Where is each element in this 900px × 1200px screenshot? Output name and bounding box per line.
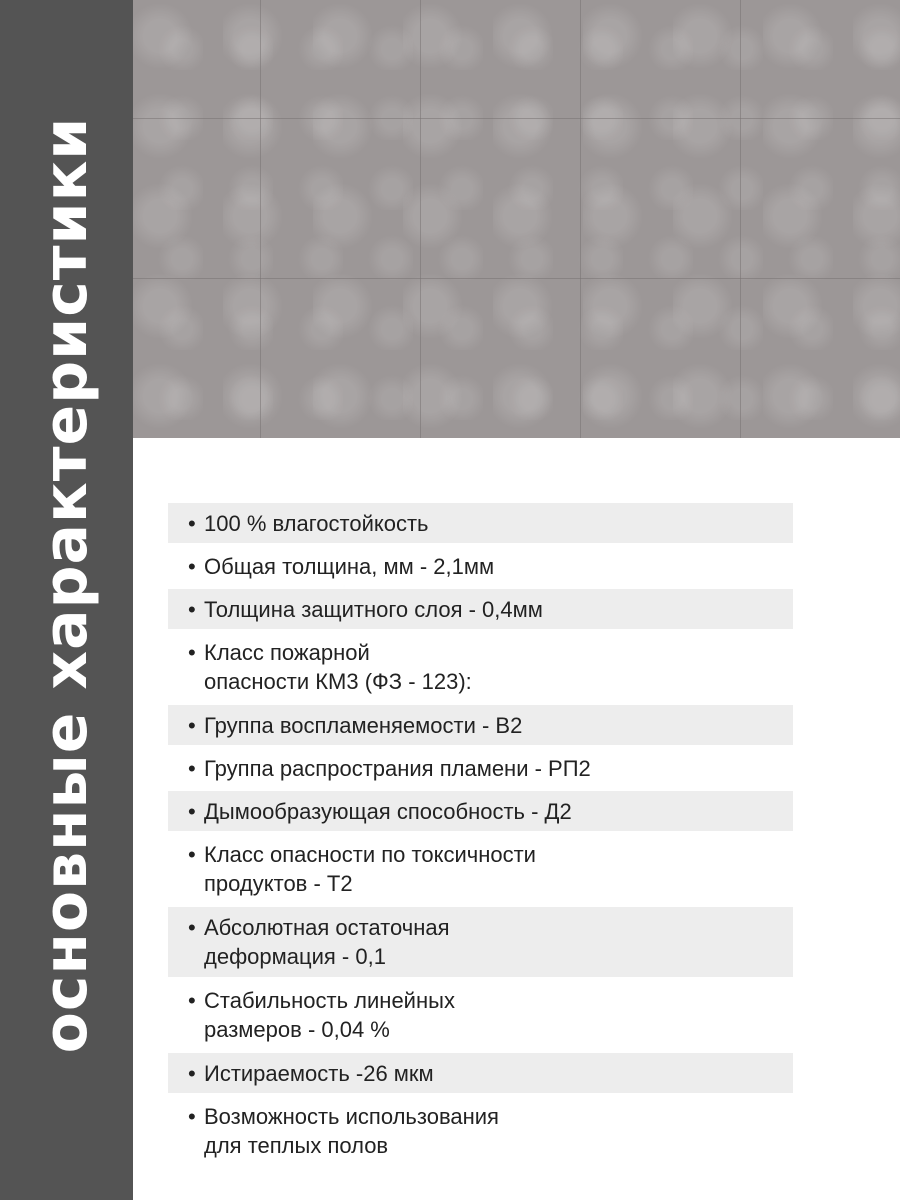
list-item [168,589,793,629]
list-item [168,546,793,586]
list-item-text: 100 % влагостойкость [204,511,429,536]
stone-tile-texture-image [133,0,900,438]
list-item [168,1053,793,1093]
list-item [168,907,793,977]
bullet-icon: • [188,713,196,738]
list-item [168,503,793,543]
bullet-icon: • [188,1104,196,1129]
list-item [168,791,793,831]
bullet-icon: • [188,554,196,579]
characteristics-list [168,503,793,1169]
list-item [168,1096,793,1166]
bullet-icon: • [188,640,196,665]
sidebar [0,0,133,1200]
bullet-icon: • [188,915,196,940]
vertical-title: основные характеристики [31,116,101,1054]
list-item-text: Класс опасности по токсичности продуктов - Т2 [204,842,536,896]
list-item-text: Стабильность линейных размеров - 0,04 % [204,988,455,1042]
bullet-icon: • [188,756,196,781]
list-item-text: Группа распространия пламени - РП2 [204,756,591,781]
bullet-icon: • [188,1061,196,1086]
list-item-text: Общая толщина, мм - 2,1мм [204,554,495,579]
list-item [168,748,793,788]
list-item-text: Толщина защитного слоя - 0,4мм [204,597,543,622]
list-item-text: Группа воспламеняемости - В2 [204,713,523,738]
list-item-text: Абсолютная остаточная деформация - 0,1 [204,915,450,969]
list-item-text: Дымообразующая способность - Д2 [204,799,572,824]
list-item [168,980,793,1050]
list-item [168,834,793,904]
list-item-text: Возможность использования для теплых полов [204,1104,499,1158]
bullet-icon: • [188,988,196,1013]
bullet-icon: • [188,842,196,867]
bullet-icon: • [188,597,196,622]
list-item-text: Истираемость -26 мкм [204,1061,434,1086]
bullet-icon: • [188,799,196,824]
bullet-icon: • [188,511,196,536]
list-item [168,705,793,745]
list-item-text: Класс пожарной опасности КМ3 (ФЗ - 123): [204,640,472,694]
list-item [168,632,793,702]
